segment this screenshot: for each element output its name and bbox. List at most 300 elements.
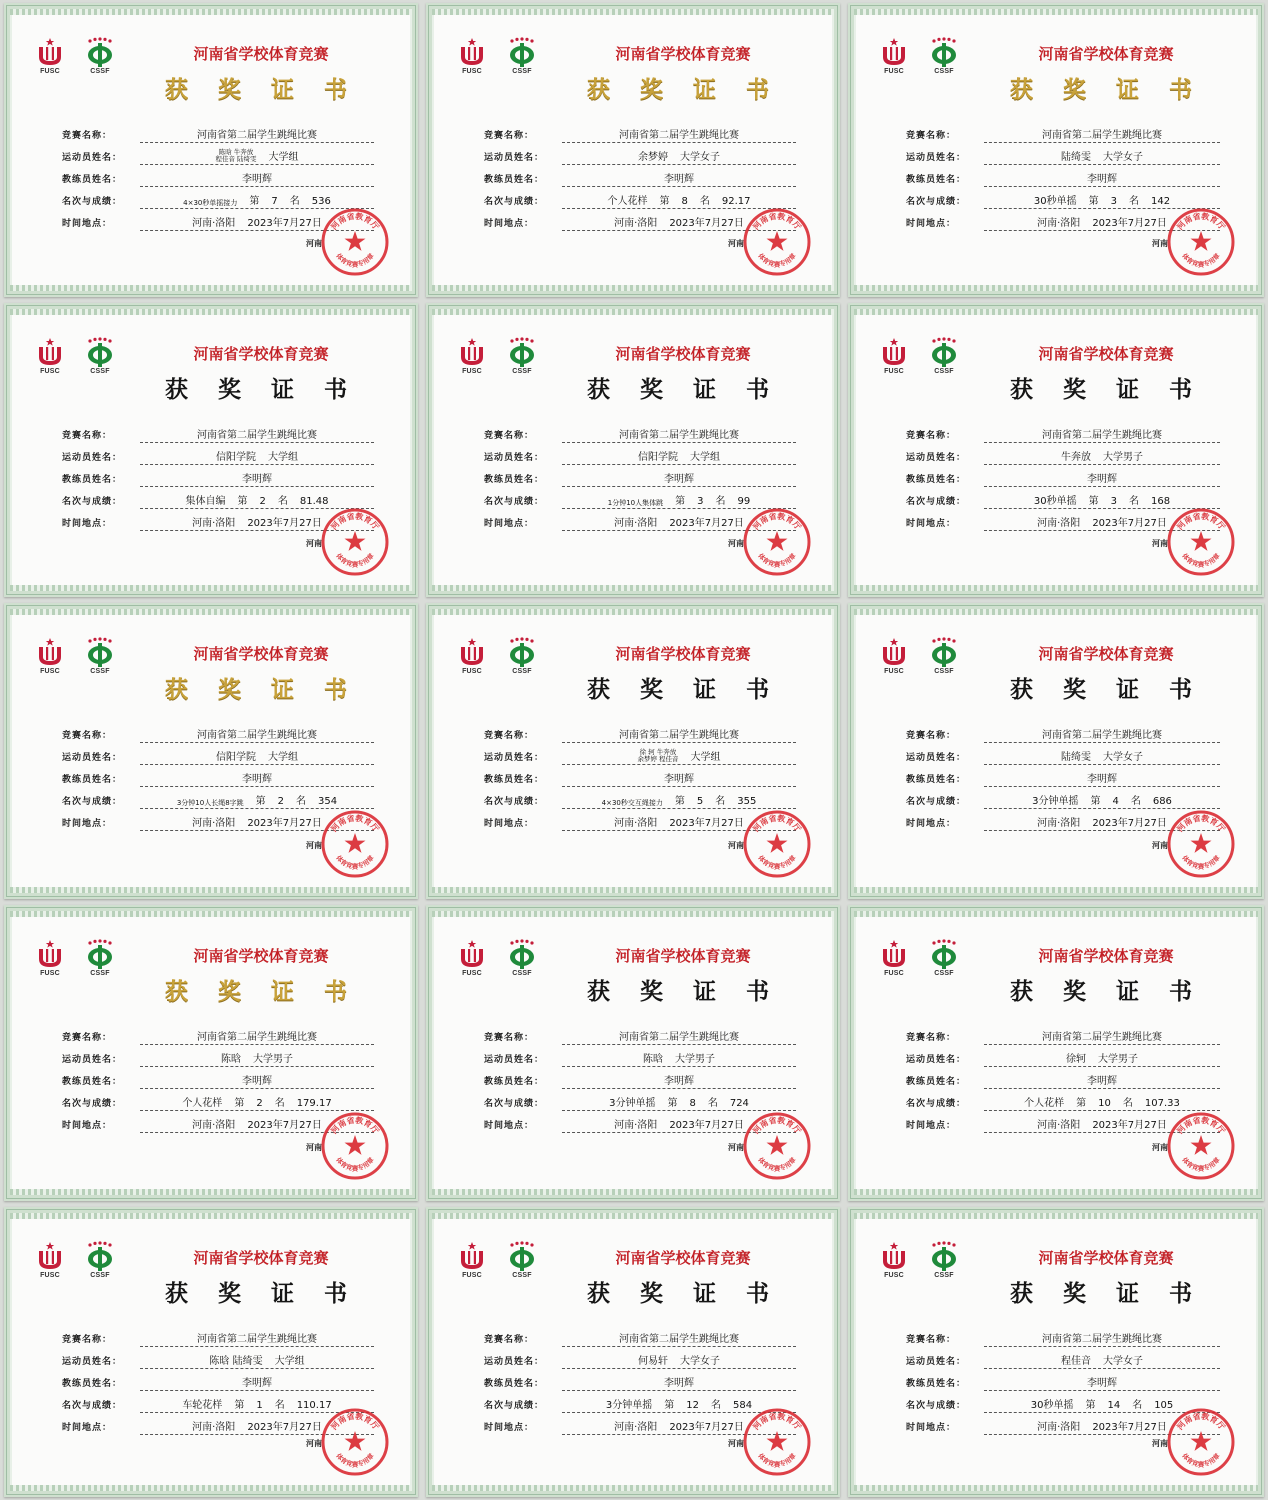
seal-icon xyxy=(320,1407,390,1477)
coach-label: 教练员姓名： xyxy=(484,1379,545,1389)
event-name: 3分钟单摇 xyxy=(1032,796,1079,807)
seal-prefix-text: 河南 xyxy=(1152,841,1168,850)
athlete-value xyxy=(140,145,374,165)
seal-top-text: 河南省教育厅 xyxy=(329,1115,381,1136)
seal-icon xyxy=(742,507,812,577)
seal-icon xyxy=(1166,809,1236,879)
organizer-heading: 河南省学校体育竞赛 xyxy=(1038,947,1174,965)
field-rank xyxy=(906,487,1220,509)
official-seal xyxy=(320,1407,390,1477)
competition-label: 竞赛名称： xyxy=(484,1335,535,1345)
place: 河南·洛阳 xyxy=(192,518,236,529)
athlete-names: 信阳学院 xyxy=(216,452,256,463)
svg-text:体育竞赛专用章 xyxy=(334,1155,376,1173)
seal-bottom-text: 体育竞赛专用章 xyxy=(756,853,798,871)
svg-text:河南省教育厅 xyxy=(329,1115,382,1136)
award-certificate-6 xyxy=(848,303,1264,597)
field-rank xyxy=(484,187,796,209)
svg-text:体育竞赛专用章 xyxy=(334,853,376,871)
coach-value: 李明辉 xyxy=(140,467,374,487)
date: 2023年7月27日 xyxy=(669,818,744,829)
fusc-logo xyxy=(454,337,490,375)
athlete-value xyxy=(984,1349,1220,1369)
rank-label: 名次与成绩： xyxy=(62,197,123,207)
certificate-title: 获奖证书 xyxy=(1010,978,1222,1005)
certificate-title: 获奖证书 xyxy=(587,1280,799,1307)
seal-top-text: 河南省教育厅 xyxy=(751,1411,803,1432)
rank-value xyxy=(562,789,796,809)
athlete-group: 大学女子 xyxy=(680,1356,720,1367)
organizer-heading: 河南省学校体育竞赛 xyxy=(615,645,751,663)
cssf-logo xyxy=(80,637,120,675)
field-competition xyxy=(62,1325,374,1347)
rank-word: 第 xyxy=(1085,1400,1096,1411)
seal-bottom-text: 体育竞赛专用章 xyxy=(1180,1155,1222,1173)
rank-number: 10 xyxy=(1098,1098,1111,1109)
rank-word: 第 xyxy=(237,496,248,507)
time-place-label: 时间地点： xyxy=(484,819,535,829)
athlete-value xyxy=(140,445,374,465)
rank-number: 2 xyxy=(259,496,266,507)
official-seal xyxy=(320,207,390,277)
award-certificate-14 xyxy=(426,1207,840,1497)
svg-text:体育竞赛专用章 xyxy=(1180,551,1222,569)
fusc-emblem-icon xyxy=(879,637,909,667)
coach-label: 教练员姓名： xyxy=(484,1077,545,1087)
coach-label: 教练员姓名： xyxy=(484,475,545,485)
seal-top-text: 河南省教育厅 xyxy=(329,211,381,232)
field-athlete xyxy=(62,1045,374,1067)
cssf-label: CSSF xyxy=(934,970,954,977)
event-name: 4×30秒单摇接力 xyxy=(183,199,238,207)
cssf-label: CSSF xyxy=(90,368,110,375)
rank-number: 3 xyxy=(1110,496,1117,507)
award-certificate-2 xyxy=(426,3,840,297)
rank-number: 1 xyxy=(256,1400,263,1411)
rank-value xyxy=(562,189,796,209)
seal-top-text: 河南省教育厅 xyxy=(1175,1115,1227,1136)
time-place-label: 时间地点： xyxy=(906,1121,957,1131)
fusc-logo xyxy=(32,637,68,675)
competition-value: 河南省第二届学生跳绳比赛 xyxy=(140,1327,374,1347)
seal-top-text: 河南省教育厅 xyxy=(1175,511,1227,532)
cssf-emblem-icon xyxy=(505,939,539,969)
place: 河南·洛阳 xyxy=(614,818,658,829)
competition-value: 河南省第二届学生跳绳比赛 xyxy=(140,123,374,143)
coach-label: 教练员姓名： xyxy=(484,175,545,185)
rank-label: 名次与成绩： xyxy=(906,797,967,807)
field-competition xyxy=(906,421,1220,443)
cssf-emblem-icon xyxy=(83,337,117,367)
date: 2023年7月27日 xyxy=(247,1422,322,1433)
seal-bottom-text: 体育竞赛专用章 xyxy=(334,1451,376,1469)
field-coach xyxy=(906,1067,1220,1089)
cssf-emblem-icon xyxy=(927,637,961,667)
athlete-value xyxy=(562,1349,796,1369)
field-competition xyxy=(484,1325,796,1347)
rank-value xyxy=(140,489,374,509)
rank-number: 2 xyxy=(277,796,285,807)
fusc-label: FUSC xyxy=(884,668,904,675)
event-name: 30秒单摇 xyxy=(1033,496,1077,507)
competition-label: 竞赛名称： xyxy=(906,731,957,741)
date: 2023年7月27日 xyxy=(1092,218,1167,229)
svg-text:河南省教育厅 xyxy=(751,813,804,834)
award-certificate-8 xyxy=(426,603,840,899)
rank-label: 名次与成绩： xyxy=(484,1099,545,1109)
certificate-title: 获奖证书 xyxy=(587,376,799,403)
rank-number: 3 xyxy=(1110,196,1117,207)
date: 2023年7月27日 xyxy=(1092,518,1167,529)
coach-label: 教练员姓名： xyxy=(62,475,123,485)
cssf-logo xyxy=(502,939,542,977)
time-place-label: 时间地点： xyxy=(62,1121,113,1131)
certificate-title: 获奖证书 xyxy=(165,376,377,403)
rank-unit: 名 xyxy=(715,796,726,807)
field-athlete xyxy=(484,1347,796,1369)
svg-text:河南省教育厅 xyxy=(751,211,804,232)
rank-word: 第 xyxy=(1088,196,1099,207)
score: 107.33 xyxy=(1144,1098,1180,1109)
svg-text:体育竞赛专用章 xyxy=(756,251,798,269)
rank-label: 名次与成绩： xyxy=(484,797,545,807)
certificate-title: 获奖证书 xyxy=(165,676,377,703)
place: 河南·洛阳 xyxy=(614,1422,658,1433)
place: 河南·洛阳 xyxy=(614,518,658,529)
rank-word: 第 xyxy=(1088,496,1099,507)
fusc-logo xyxy=(32,1241,68,1279)
field-coach xyxy=(484,1369,796,1391)
official-seal xyxy=(742,1407,812,1477)
field-rank xyxy=(484,787,796,809)
fusc-emblem-icon xyxy=(457,337,487,367)
athlete-value xyxy=(562,1047,796,1067)
coach-value: 李明辉 xyxy=(984,467,1220,487)
competition-label: 竞赛名称： xyxy=(484,431,535,441)
competition-label: 竞赛名称： xyxy=(906,1033,957,1043)
athlete-label: 运动员姓名： xyxy=(906,1357,967,1367)
place: 河南·洛阳 xyxy=(1037,818,1081,829)
field-competition xyxy=(906,1325,1220,1347)
seal-bottom-text: 体育竞赛专用章 xyxy=(334,853,376,871)
fusc-emblem-icon xyxy=(35,37,65,67)
cssf-label: CSSF xyxy=(512,368,532,375)
competition-label: 竞赛名称： xyxy=(484,731,535,741)
athlete-label: 运动员姓名： xyxy=(484,453,545,463)
field-competition xyxy=(62,1023,374,1045)
award-certificate-12 xyxy=(848,905,1264,1201)
score: 168 xyxy=(1151,496,1171,507)
rank-number: 2 xyxy=(256,1098,263,1109)
athlete-value xyxy=(562,145,796,165)
seal-top-text: 河南省教育厅 xyxy=(751,211,803,232)
rank-value xyxy=(140,1091,374,1111)
coach-value: 李明辉 xyxy=(140,1371,374,1391)
field-athlete xyxy=(62,1347,374,1369)
field-competition xyxy=(484,1023,796,1045)
seal-bottom-text: 体育竞赛专用章 xyxy=(1180,551,1222,569)
fusc-label: FUSC xyxy=(884,1272,904,1279)
seal-top-text: 河南省教育厅 xyxy=(329,1411,381,1432)
score: 355 xyxy=(737,796,757,807)
athlete-value xyxy=(140,1349,374,1369)
certificate-title: 获奖证书 xyxy=(1010,376,1222,403)
fusc-label: FUSC xyxy=(462,368,482,375)
field-competition xyxy=(62,421,374,443)
athlete-names: 陈晗 陆绮雯 xyxy=(209,1356,263,1367)
svg-text:河南省教育厅 xyxy=(329,211,382,232)
coach-label: 教练员姓名： xyxy=(62,175,123,185)
cssf-logo xyxy=(502,37,542,75)
rank-number: 12 xyxy=(686,1400,699,1411)
seal-prefix-text: 河南 xyxy=(1152,1143,1168,1152)
award-certificate-13 xyxy=(4,1207,418,1497)
fusc-label: FUSC xyxy=(40,368,60,375)
athlete-group: 大学组 xyxy=(268,152,299,163)
athlete-value xyxy=(562,745,796,765)
athlete-names: 信阳学院 xyxy=(216,752,256,763)
seal-prefix-text: 河南 xyxy=(1152,1439,1168,1448)
rank-number: 8 xyxy=(689,1098,696,1109)
fusc-emblem-icon xyxy=(35,939,65,969)
seal-bottom-text: 体育竞赛专用章 xyxy=(756,551,798,569)
certificate-title: 获奖证书 xyxy=(1010,1280,1222,1307)
athlete-value xyxy=(984,145,1220,165)
field-coach xyxy=(906,465,1220,487)
official-seal xyxy=(742,207,812,277)
official-seal xyxy=(320,507,390,577)
fusc-emblem-icon xyxy=(457,637,487,667)
athlete-label: 运动员姓名： xyxy=(484,753,545,763)
seal-bottom-text: 体育竞赛专用章 xyxy=(334,551,376,569)
seal-prefix-text: 河南 xyxy=(728,1439,744,1448)
rank-label: 名次与成绩： xyxy=(62,1099,123,1109)
athlete-names: 徐 轲 牛奔放 余梦婷 程佳音 xyxy=(637,748,679,763)
official-seal xyxy=(320,809,390,879)
coach-value: 李明辉 xyxy=(562,1371,796,1391)
athlete-group: 大学男子 xyxy=(675,1054,715,1065)
cssf-emblem-icon xyxy=(83,939,117,969)
coach-value: 李明辉 xyxy=(562,1069,796,1089)
rank-word: 第 xyxy=(249,196,260,207)
cssf-logo xyxy=(502,1241,542,1279)
competition-label: 竞赛名称： xyxy=(62,1335,113,1345)
cssf-emblem-icon xyxy=(505,1241,539,1271)
field-coach xyxy=(906,765,1220,787)
fusc-emblem-icon xyxy=(457,37,487,67)
competition-value: 河南省第二届学生跳绳比赛 xyxy=(140,1025,374,1045)
fusc-logo xyxy=(876,337,912,375)
fusc-logo xyxy=(454,37,490,75)
official-seal xyxy=(320,1111,390,1181)
award-certificate-9 xyxy=(848,603,1264,899)
score: 105 xyxy=(1154,1400,1174,1411)
athlete-value xyxy=(140,745,374,765)
svg-text:体育竞赛专用章 xyxy=(756,551,798,569)
athlete-group: 大学女子 xyxy=(680,152,720,163)
rank-word: 第 xyxy=(234,1400,245,1411)
seal-bottom-text: 体育竞赛专用章 xyxy=(756,1155,798,1173)
coach-label: 教练员姓名： xyxy=(906,475,967,485)
place: 河南·洛阳 xyxy=(1037,218,1081,229)
athlete-group: 大学组 xyxy=(274,1356,305,1367)
field-athlete xyxy=(484,443,796,465)
certificate-title: 获奖证书 xyxy=(165,978,377,1005)
svg-text:河南省教育厅 xyxy=(1175,813,1228,834)
award-certificate-1 xyxy=(4,3,418,297)
seal-bottom-text: 体育竞赛专用章 xyxy=(1180,853,1222,871)
place: 河南·洛阳 xyxy=(192,1422,236,1433)
rank-number: 4 xyxy=(1112,796,1119,807)
field-coach xyxy=(62,465,374,487)
svg-text:河南省教育厅 xyxy=(329,1411,382,1432)
field-coach xyxy=(484,165,796,187)
rank-value xyxy=(984,489,1220,509)
seal-icon xyxy=(1166,1407,1236,1477)
date: 2023年7月27日 xyxy=(247,218,322,229)
event-name: 个人花样 xyxy=(607,196,648,207)
cssf-emblem-icon xyxy=(83,37,117,67)
rank-word: 第 xyxy=(234,1098,245,1109)
coach-value: 李明辉 xyxy=(984,167,1220,187)
rank-number: 7 xyxy=(271,196,278,207)
time-place-label: 时间地点： xyxy=(906,819,957,829)
time-place-label: 时间地点： xyxy=(484,219,535,229)
rank-word: 第 xyxy=(675,496,686,507)
rank-number: 5 xyxy=(696,796,704,807)
seal-prefix-text: 河南 xyxy=(306,1143,322,1152)
rank-label: 名次与成绩： xyxy=(484,1401,545,1411)
organizer-heading: 河南省学校体育竞赛 xyxy=(193,345,329,363)
athlete-label: 运动员姓名： xyxy=(906,453,967,463)
organizer-heading: 河南省学校体育竞赛 xyxy=(615,45,751,63)
fusc-emblem-icon xyxy=(879,337,909,367)
svg-text:河南省教育厅 xyxy=(1175,511,1228,532)
coach-value: 李明辉 xyxy=(140,167,374,187)
competition-value: 河南省第二届学生跳绳比赛 xyxy=(984,123,1220,143)
cssf-label: CSSF xyxy=(512,668,532,675)
seal-prefix-text: 河南 xyxy=(728,239,744,248)
coach-label: 教练员姓名： xyxy=(484,775,545,785)
cssf-label: CSSF xyxy=(512,970,532,977)
place: 河南·洛阳 xyxy=(192,218,236,229)
field-coach xyxy=(906,165,1220,187)
athlete-names: 陈晗 xyxy=(643,1054,663,1065)
field-athlete xyxy=(906,443,1220,465)
field-athlete xyxy=(484,143,796,165)
event-name: 个人花样 xyxy=(1024,1098,1065,1109)
cssf-logo xyxy=(924,637,964,675)
athlete-value xyxy=(984,1047,1220,1067)
athlete-label: 运动员姓名： xyxy=(484,1055,545,1065)
seal-prefix-text: 河南 xyxy=(728,539,744,548)
cssf-logo xyxy=(80,37,120,75)
cssf-emblem-icon xyxy=(505,637,539,667)
seal-top-text: 河南省教育厅 xyxy=(329,813,381,834)
rank-unit: 名 xyxy=(289,196,300,207)
organizer-heading: 河南省学校体育竞赛 xyxy=(615,345,751,363)
competition-label: 竞赛名称： xyxy=(906,431,957,441)
award-certificate-5 xyxy=(426,303,840,597)
athlete-names: 程佳音 xyxy=(1061,1356,1091,1367)
organizer-heading: 河南省学校体育竞赛 xyxy=(615,1249,751,1267)
athlete-label: 运动员姓名： xyxy=(484,1357,545,1367)
coach-value: 李明辉 xyxy=(140,767,374,787)
rank-unit: 名 xyxy=(715,496,726,507)
athlete-label: 运动员姓名： xyxy=(906,153,967,163)
field-athlete xyxy=(484,1045,796,1067)
svg-text:体育竞赛专用章 xyxy=(1180,251,1222,269)
rank-label: 名次与成绩： xyxy=(906,1099,967,1109)
date: 2023年7月27日 xyxy=(669,1120,744,1131)
rank-value xyxy=(140,789,374,809)
seal-prefix-text: 河南 xyxy=(1152,239,1168,248)
fusc-emblem-icon xyxy=(457,1241,487,1271)
athlete-group: 大学男子 xyxy=(253,1054,293,1065)
athlete-label: 运动员姓名： xyxy=(62,453,123,463)
field-coach xyxy=(484,465,796,487)
certificate-title: 获奖证书 xyxy=(1010,76,1222,103)
time-place-label: 时间地点： xyxy=(62,819,113,829)
athlete-value xyxy=(562,445,796,465)
athlete-label: 运动员姓名： xyxy=(484,153,545,163)
rank-label: 名次与成绩： xyxy=(62,1401,123,1411)
coach-label: 教练员姓名： xyxy=(906,1379,967,1389)
fusc-logo xyxy=(876,939,912,977)
rank-unit: 名 xyxy=(296,796,307,807)
athlete-label: 运动员姓名： xyxy=(62,1357,123,1367)
cssf-emblem-icon xyxy=(505,37,539,67)
seal-top-text: 河南省教育厅 xyxy=(751,511,803,532)
fusc-emblem-icon xyxy=(879,37,909,67)
cssf-logo xyxy=(924,37,964,75)
time-place-label: 时间地点： xyxy=(906,519,957,529)
competition-label: 竞赛名称： xyxy=(62,731,113,741)
cssf-logo xyxy=(502,337,542,375)
rank-word: 第 xyxy=(659,196,670,207)
rank-number: 8 xyxy=(681,196,688,207)
rank-unit: 名 xyxy=(277,496,288,507)
svg-text:河南省教育厅 xyxy=(1175,1411,1228,1432)
fusc-label: FUSC xyxy=(40,970,60,977)
certificate-title: 获奖证书 xyxy=(1010,676,1222,703)
organizer-heading: 河南省学校体育竞赛 xyxy=(193,947,329,965)
seal-prefix-text: 河南 xyxy=(728,841,744,850)
rank-unit: 名 xyxy=(1122,1098,1133,1109)
seal-bottom-text: 体育竞赛专用章 xyxy=(1180,251,1222,269)
rank-number: 3 xyxy=(697,496,704,507)
rank-label: 名次与成绩： xyxy=(484,497,545,507)
cssf-label: CSSF xyxy=(934,68,954,75)
svg-text:河南省教育厅 xyxy=(1175,1115,1228,1136)
competition-label: 竞赛名称： xyxy=(906,131,957,141)
seal-prefix-text: 河南 xyxy=(306,539,322,548)
athlete-names: 牛奔放 xyxy=(1061,452,1091,463)
fusc-emblem-icon xyxy=(35,337,65,367)
cssf-emblem-icon xyxy=(505,337,539,367)
field-competition xyxy=(906,1023,1220,1045)
seal-icon xyxy=(320,507,390,577)
seal-bottom-text: 体育竞赛专用章 xyxy=(1180,1451,1222,1469)
seal-icon xyxy=(742,809,812,879)
fusc-emblem-icon xyxy=(35,637,65,667)
official-seal xyxy=(1166,809,1236,879)
official-seal xyxy=(742,809,812,879)
seal-prefix-text: 河南 xyxy=(728,1143,744,1152)
score: 110.17 xyxy=(296,1400,332,1411)
seal-prefix-text: 河南 xyxy=(1152,539,1168,548)
competition-value: 河南省第二届学生跳绳比赛 xyxy=(984,723,1220,743)
